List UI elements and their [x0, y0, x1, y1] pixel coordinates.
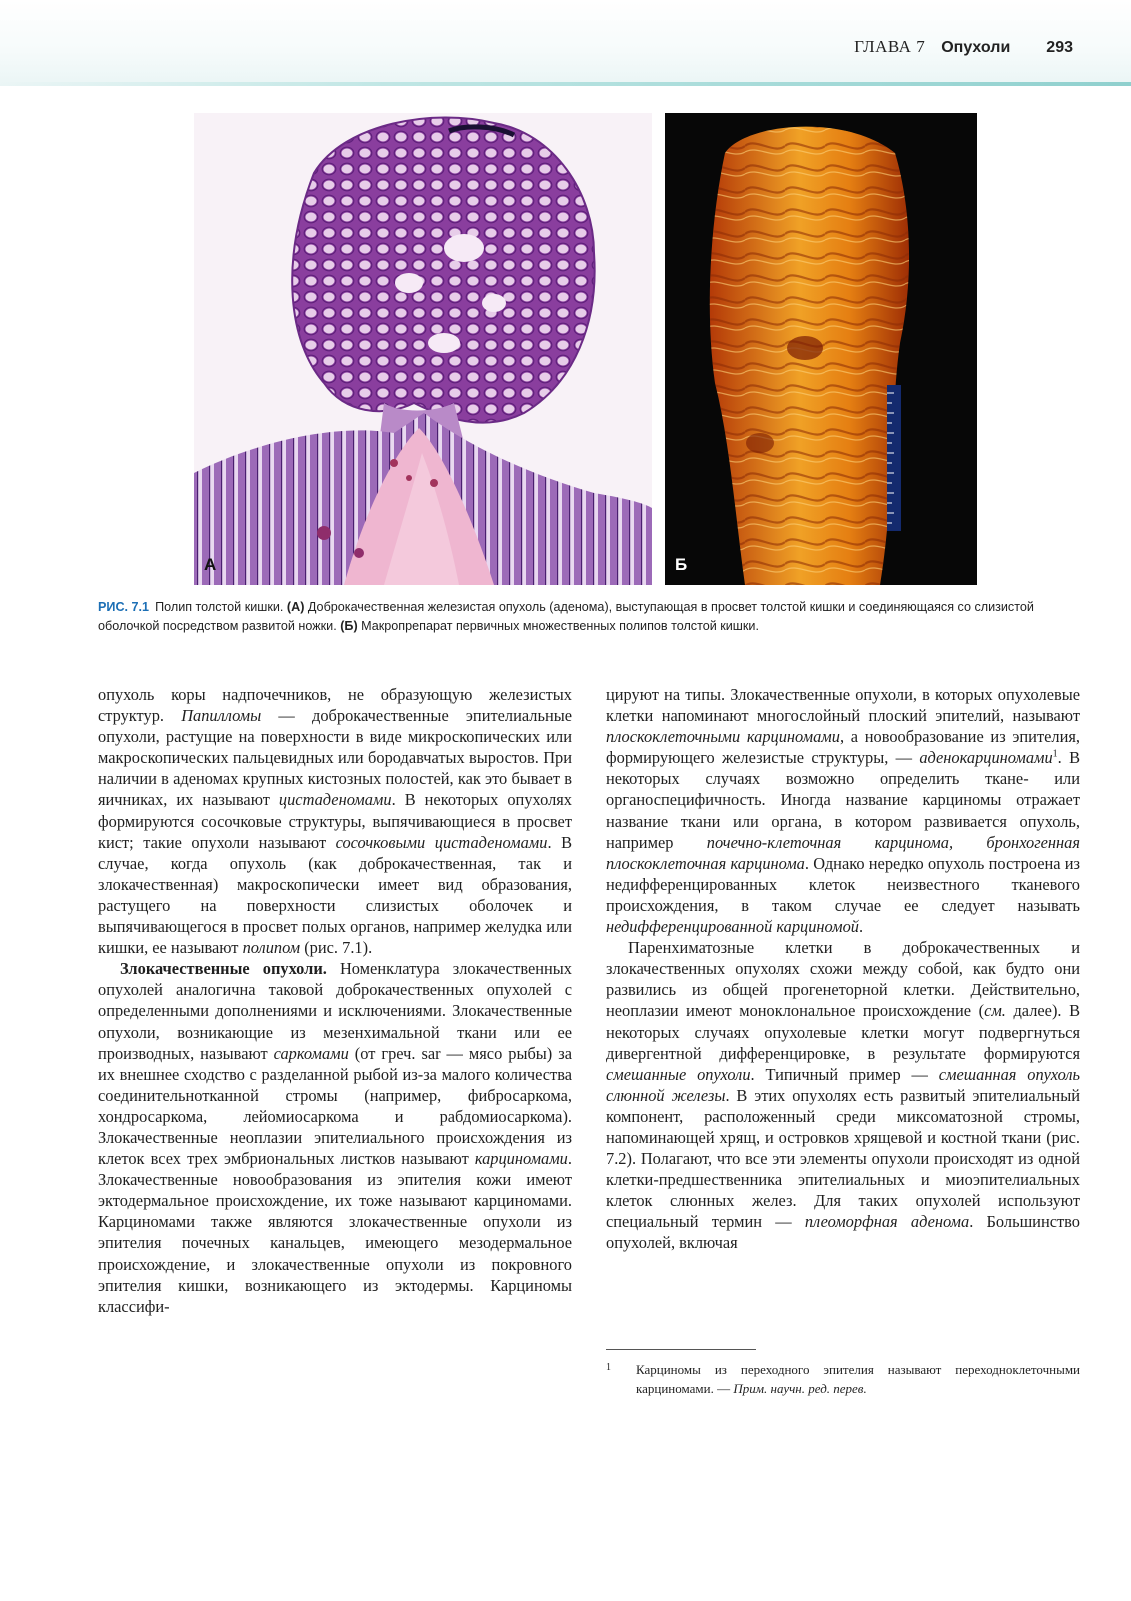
- term-organ-carcinomas: почечно-клеточная карцинома, бронхогенная плоскоклеточная карцинома: [606, 832, 1080, 873]
- gross-specimen-image: [665, 113, 977, 585]
- section-title: Опухоли: [941, 39, 1011, 56]
- figure-panel-a: [194, 113, 652, 585]
- running-head: [854, 37, 1073, 57]
- text-run: цируют на типы. Злокачественные опухоли, в которых опухолевые клетки напоминают многослойный плоский эпителий, называют: [606, 685, 1080, 726]
- term-mixed-tumors: смешанные опухоли: [606, 1064, 751, 1084]
- figure-caption: [98, 598, 1078, 636]
- paragraph-lead-heading: Злокачественные опухоли.: [120, 959, 327, 979]
- text-run: . Злокачественные новообразования из эпителия кожи имеют эктодермальное происхождение, их тоже называют карциномами. Карциномами также являются злокачественные опухоли из эпителия почечных канальцев, имеющего мезодермальное происхождение, и злокачественные опухоли из покровного эпителия кишки, возникающего из эктодермы. Карциномы классифи-: [98, 1149, 572, 1316]
- histology-image: [194, 113, 652, 585]
- text-run: . Типичный пример —: [750, 1064, 939, 1084]
- text-run: опухоль коры надпочечников, не образующую железистых структур.: [98, 685, 572, 726]
- footnote-divider: [606, 1349, 756, 1350]
- panel-b-letter: Б: [675, 555, 688, 574]
- chapter-label: ГЛАВА 7: [854, 37, 926, 56]
- paragraph-carcinoma-types: [606, 684, 1080, 937]
- caption-text-a: Доброкачественная железистая опухоль (аденома), выступающая в просвет толстой кишки и соединяющаяся со слизистой оболочкой посредством развитой ножки.: [98, 600, 1034, 633]
- figure-panel-b: [665, 113, 977, 585]
- right-column: [606, 684, 1080, 1254]
- editor-note: Прим. научн. ред. перев.: [733, 1381, 867, 1396]
- text-run: . В случае, когда опухоль (как доброкачественная, так и злокачественная) макроскопически имеет вид образования, растущего на поверхности слизистых оболочек и выпячивающегося в просвет полых органов, например желудка или кишки, ее называют: [98, 832, 572, 958]
- page-number: 293: [1046, 39, 1073, 56]
- paragraph-mixed-tumors: [606, 937, 1080, 1253]
- text-run: . В некоторых случаях возможно определить ткане- или органоспецифичность. Иногда название карциномы отражает название ткани или органа, в котором развивается опухоль, например: [606, 748, 1080, 852]
- header-accent-line: [0, 82, 1131, 86]
- footnote-text: [636, 1360, 1080, 1398]
- text-run: . В некоторых опухолях формируются сосочковые структуры, выпячивающиеся в просвет кист; такие опухоли называют: [98, 790, 572, 852]
- footnote-mark: 1: [606, 1362, 611, 1373]
- footnote: [606, 1360, 1080, 1398]
- term-undifferentiated-carcinoma: недифференцированной карциномой: [606, 917, 859, 937]
- term-sarcomas: саркомами: [273, 1043, 349, 1063]
- text-run: Карциномы из переходного эпителия называют переходноклеточными карциномами. —: [636, 1362, 1080, 1396]
- paragraph-malignant-tumors: [98, 958, 572, 1317]
- term-adenocarcinomas: аденокарциномами: [919, 748, 1053, 768]
- term-pleomorphic-adenoma: плеоморфная аденома: [804, 1212, 970, 1232]
- term-squamous-carcinomas: плоскоклеточными карциномами: [606, 727, 840, 747]
- cross-reference: см.: [984, 1001, 1006, 1021]
- term-salivary-mixed-tumor: смешанная опухоль слюнной железы: [606, 1064, 1080, 1105]
- term-carcinomas: карциномами: [474, 1149, 568, 1169]
- left-column: [98, 684, 572, 1317]
- text-run: — доброкачественные эпителиальные опухоли, растущие на поверхности в виде микроскопических или макроскопических пальцевидных или бородавчатых выростов. При наличии в аденомах крупных кистозных полостей, как это бывает в яичниках, их называют: [98, 706, 573, 810]
- text-run: . Большинство опухолей, включая: [606, 1212, 1080, 1253]
- text-run: Паренхиматозные клетки в доброкачественных и злокачественных опухолях схожи между собой, как будто они развились из общей прогенеторной клетки. Действительно, неоплазии имеют моноклональное происхождение (: [606, 938, 1080, 1021]
- text-run: далее). В некоторых случаях опухолевые клетки могут подвергнуться дивергентной дифференцировке, в результате формируются: [606, 1001, 1080, 1063]
- text-run: .: [858, 917, 864, 937]
- term-papillary-cystadenomas: сосочковыми цистаденомами: [335, 832, 548, 852]
- term-polyp: полипом: [242, 938, 301, 958]
- text-run: . В этих опухолях есть развитый эпителиальный компонент, расположенный среди миксоматозной стромы, напоминающей хрящ, и островков хрящевой и костной ткани (рис. 7.2). Полагают, что все эти элементы опухоли происходят из одной клетки-предшественника эпителиальных и миоэпителиальных клеток слюнных желез. Для таких опухолей используют специальный термин —: [606, 1085, 1080, 1232]
- caption-text-b: Макропрепарат первичных множественных полипов толстой кишки.: [361, 619, 759, 633]
- text-run: , а новообразование из эпителия, формирующего железистые структуры, —: [606, 727, 1080, 768]
- text-run: . Однако нередко опухоль построена из недифференцированных клеток неизвестного тканевого происхождения, в таком случае ее следует называть: [606, 853, 1080, 915]
- figure-label: РИС. 7.1: [98, 600, 150, 614]
- caption-marker-a: (А): [286, 600, 305, 614]
- caption-title: Полип толстой кишки.: [155, 600, 284, 614]
- term-cystadenomas: цистаденомами: [278, 790, 392, 810]
- paragraph-benign-nomenclature: [98, 684, 572, 958]
- panel-a-letter: А: [204, 555, 217, 574]
- text-run: (от греч. sar — мясо рыбы) за их внешнее сходство с разделанной рыбой из-за малого количества соединительнотканной стромы (например, фибросаркома, хондросаркома, лейомиосаркома и рабдомиосаркома). Злокачественные неоплазии эпителиального происхождения из клеток всех трех эмбриональных листков называют: [98, 1043, 572, 1169]
- text-run: Номенклатура злокачественных опухолей аналогична таковой доброкачественных опухолей с определенными дополнениями и исключениями. Злокачественные опухоли, возникающие из мезенхимальной ткани или ее производных, называют: [98, 959, 572, 1063]
- footnote-reference[interactable]: 1: [1052, 748, 1058, 760]
- caption-marker-b: (Б): [340, 619, 358, 633]
- text-run: (рис. 7.1).: [300, 938, 373, 958]
- term-papillomas: Папилломы: [181, 706, 262, 726]
